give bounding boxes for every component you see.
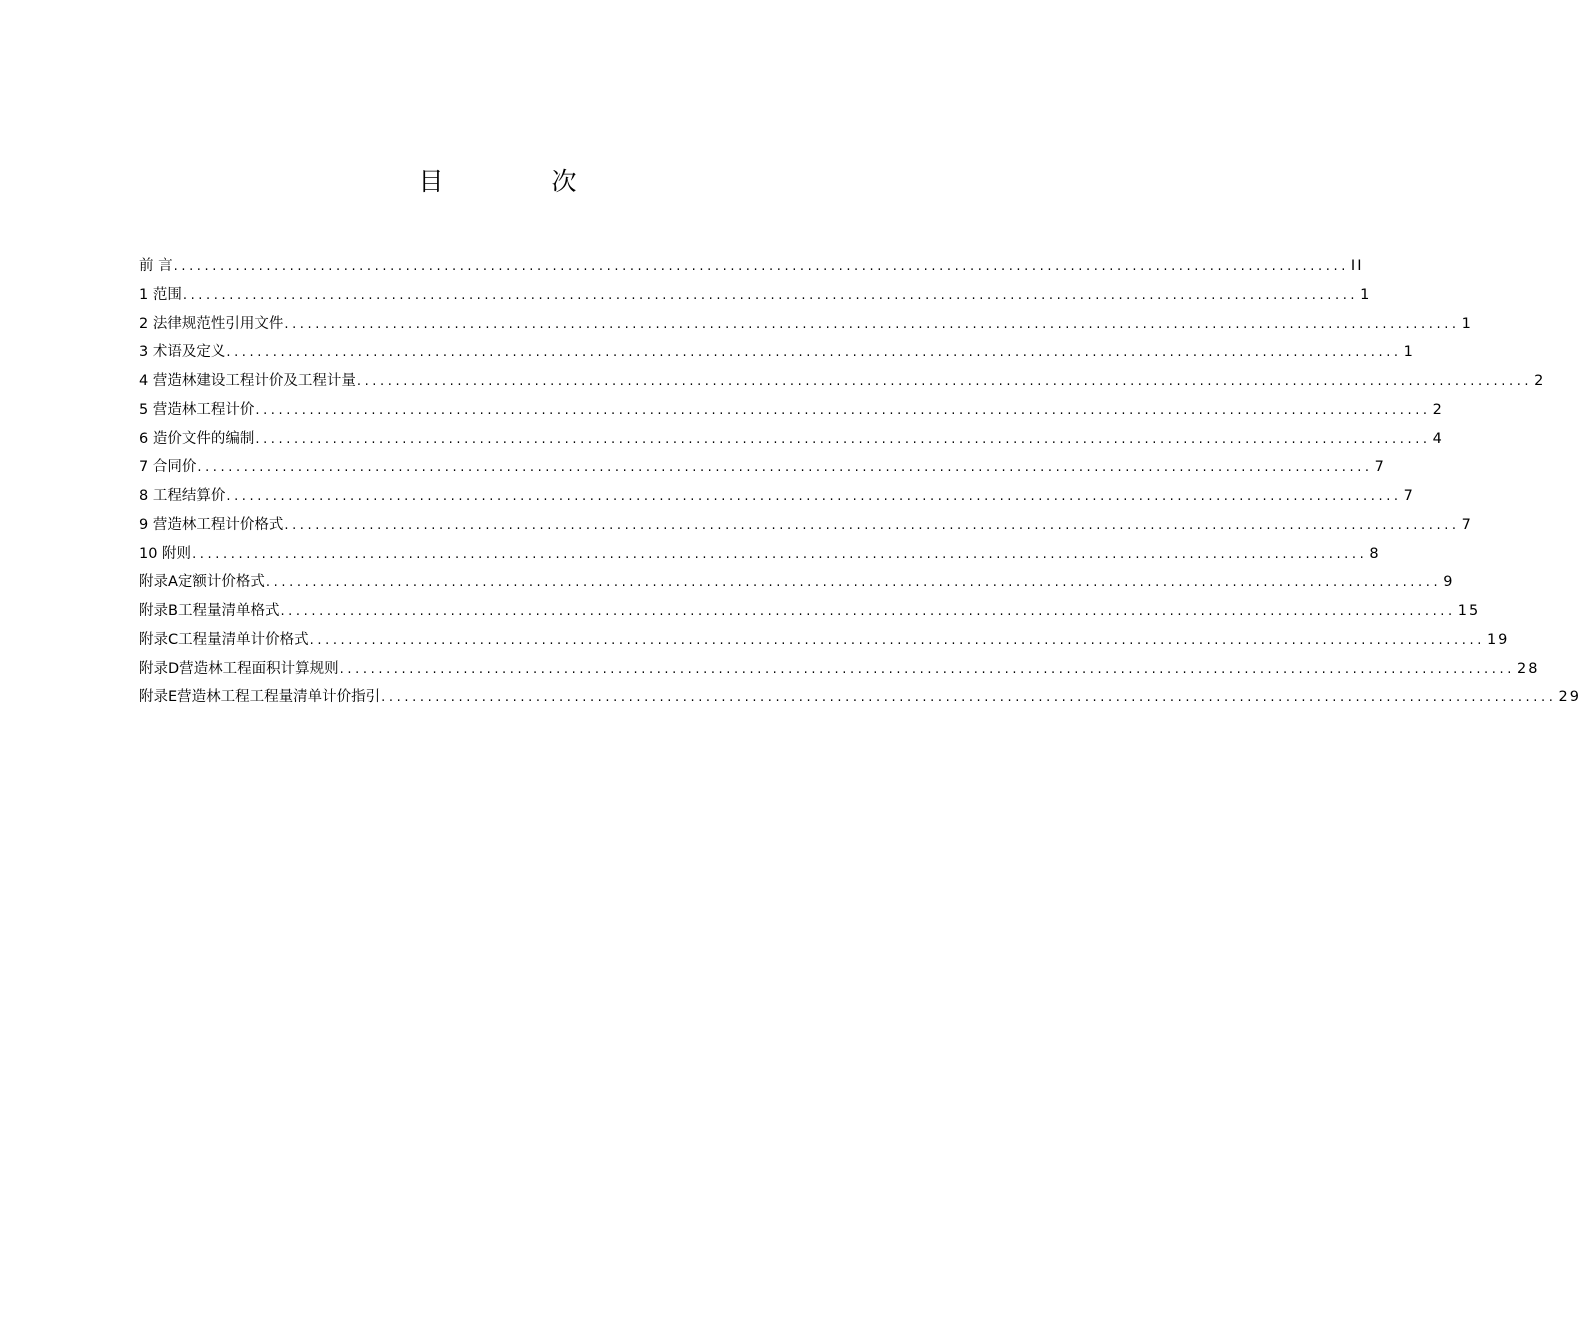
table-of-contents xyxy=(139,254,1581,714)
toc-leader-dots: ........................................................................................................................................................ xyxy=(226,345,1402,361)
toc-leader-dots: ........................................................................................................................................................ xyxy=(255,402,1431,418)
toc-entry-page: 7 xyxy=(1374,459,1386,476)
toc-entry-label: 附录C工程量清单计价格式 xyxy=(139,631,309,648)
toc-entry-page: 2 xyxy=(1432,401,1444,418)
toc-entry-section-10[interactable] xyxy=(139,542,1381,571)
toc-leader-dots: ........................................................................................................................................................ xyxy=(284,517,1460,533)
toc-entry-label: 1 范围 xyxy=(139,286,182,303)
toc-entry-label: 附录E营造林工程工程量清单计价指引 xyxy=(139,689,381,706)
toc-entry-appendix-a[interactable] xyxy=(139,570,1455,599)
toc-entry-page: 1 xyxy=(1461,315,1473,332)
toc-leader-dots: ........................................................................................................................................................ xyxy=(309,632,1485,648)
toc-entry-page: 15 xyxy=(1457,603,1481,619)
toc-entry-page: 8 xyxy=(1369,545,1381,562)
toc-entry-page: 7 xyxy=(1461,516,1473,533)
toc-entry-page: 1 xyxy=(1403,344,1415,361)
toc-entry-page: 28 xyxy=(1516,660,1540,677)
toc-entry-normative-references[interactable] xyxy=(139,312,1473,341)
toc-entry-label: 10 附则 xyxy=(139,545,192,562)
toc-entry-page: 2 xyxy=(1534,373,1546,389)
toc-entry-label: 4 营造林建设工程计价及工程计量 xyxy=(139,373,356,389)
toc-leader-dots: ........................................................................................................................................................ xyxy=(381,690,1557,706)
toc-leader-dots: ........................................................................................................................................................ xyxy=(192,546,1368,562)
toc-entry-section-5[interactable] xyxy=(139,398,1444,427)
toc-entry-section-4[interactable] xyxy=(139,369,1546,398)
toc-entry-appendix-c[interactable] xyxy=(139,628,1510,657)
toc-entry-page: 19 xyxy=(1486,631,1510,648)
toc-leader-dots: ........................................................................................................................................................ xyxy=(284,316,1460,332)
toc-entry-page: 1 xyxy=(1360,286,1372,303)
toc-entry-scope[interactable] xyxy=(139,283,1372,312)
toc-entry-page: 29 xyxy=(1558,689,1581,706)
toc-entry-section-7[interactable] xyxy=(139,455,1386,484)
toc-entry-label: 3 术语及定义 xyxy=(139,344,226,361)
toc-leader-dots: ........................................................................................................................................................ xyxy=(226,489,1402,504)
toc-leader-dots: ........................................................................................................................................................ xyxy=(255,431,1431,447)
toc-entry-label: 前 言 xyxy=(139,258,173,274)
toc-leader-dots: ........................................................................................................................................................ xyxy=(339,661,1515,677)
toc-entry-label: 6 造价文件的编制 xyxy=(139,430,255,447)
toc-entry-page: 9 xyxy=(1443,574,1455,591)
toc-entry-section-6[interactable] xyxy=(139,427,1444,456)
toc-leader-dots: ........................................................................................................................................................ xyxy=(280,604,1456,619)
toc-entry-appendix-b[interactable] xyxy=(139,599,1481,628)
toc-entry-appendix-e[interactable] xyxy=(139,685,1581,714)
toc-entry-foreword[interactable] xyxy=(139,254,1364,283)
toc-entry-label: 5 营造林工程计价 xyxy=(139,401,255,418)
toc-entry-page: II xyxy=(1350,258,1364,274)
toc-entry-label: 8 工程结算价 xyxy=(139,488,226,504)
toc-leader-dots: ........................................................................................................................................................ xyxy=(265,575,1442,591)
toc-entry-page: 7 xyxy=(1403,488,1415,504)
toc-entry-label: 2 法律规范性引用文件 xyxy=(139,315,284,332)
toc-leader-dots: ........................................................................................................................................................ xyxy=(173,259,1349,274)
toc-entry-page: 4 xyxy=(1432,430,1444,447)
toc-entry-appendix-d[interactable] xyxy=(139,657,1540,686)
toc-entry-terms[interactable] xyxy=(139,340,1415,369)
toc-leader-dots: ........................................................................................................................................................ xyxy=(197,460,1373,476)
toc-entry-label: 附录B工程量清单格式 xyxy=(139,603,280,619)
toc-entry-label: 附录A定额计价格式 xyxy=(139,574,265,591)
toc-entry-section-8[interactable] xyxy=(139,484,1415,513)
toc-leader-dots: ........................................................................................................................................................ xyxy=(182,287,1359,303)
toc-leader-dots: ........................................................................................................................................................ xyxy=(356,374,1533,389)
page-title: 目 次 xyxy=(418,167,627,196)
toc-entry-label: 9 营造林工程计价格式 xyxy=(139,516,284,533)
toc-entry-section-9[interactable] xyxy=(139,513,1473,542)
toc-entry-label: 7 合同价 xyxy=(139,459,197,476)
toc-entry-label: 附录D营造林工程面积计算规则 xyxy=(139,660,339,677)
